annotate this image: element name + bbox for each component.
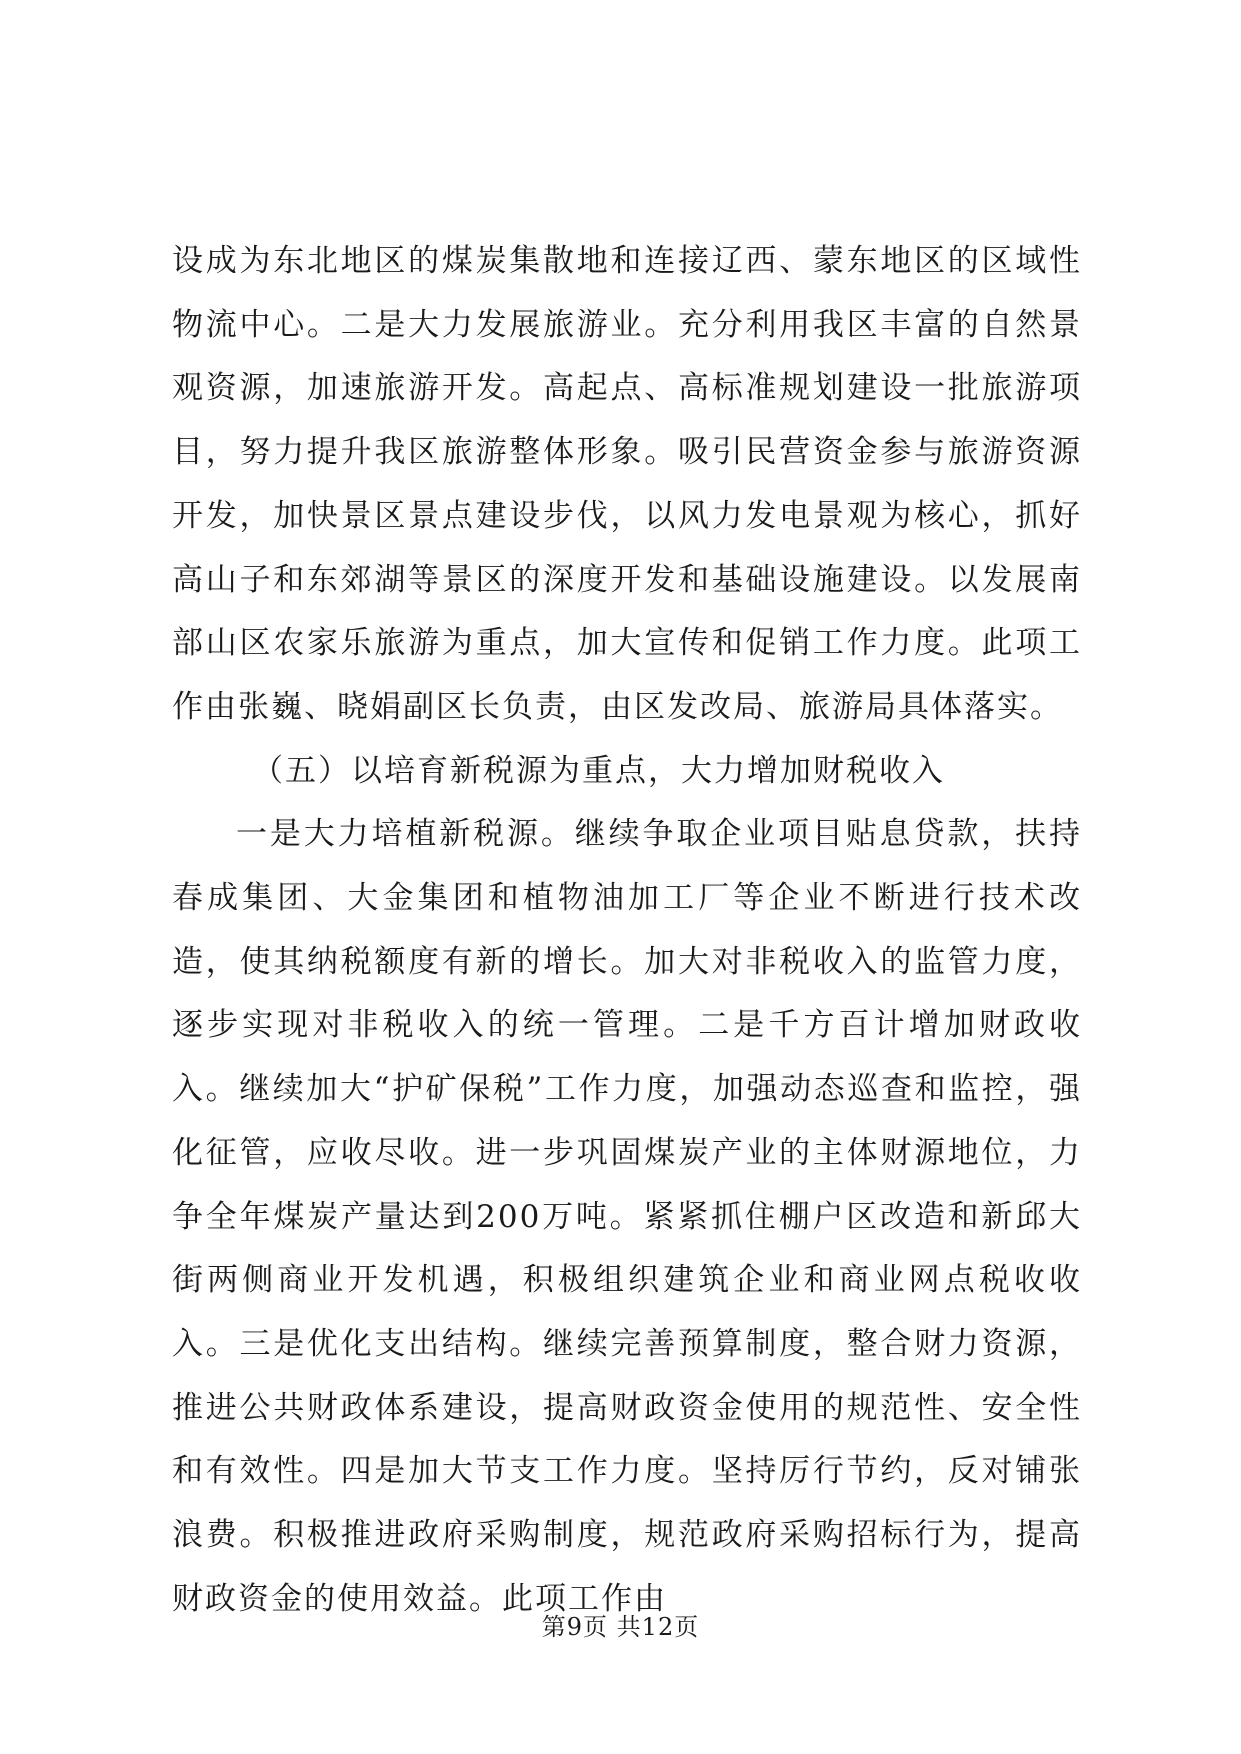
document-body (172, 230, 1082, 1631)
paragraph-tax-sources: 一是大力培植新税源。继续争取企业项目贴息贷款，扶持春成集团、大金集团和植物油加工厂等企业不断进行技术改造，使其纳税额度有新的增长。加大对非税收入的监管力度，逐步实现对非税收入的统一管理。二是千方百计增加财政收入。继续加大“护矿保税”工作力度，加强动态巡查和监控，强化征管，应收尽收。进一步巩固煤炭产业的主体财源地位，力争全年煤炭产量达到200万吨。紧紧抓住棚户区改造和新邱大街两侧商业开发机遇，积极组织建筑企业和商业网点税收收入。三是优化支出结构。继续完善预算制度，整合财力资源，推进公共财政体系建设，提高财政资金使用的规范性、安全性和有效性。四是加大节支工作力度。坚持厉行节约，反对铺张浪费。积极推进政府采购制度，规范政府采购招标行为，提高财政资金的使用效益。此项工作由 (172, 816, 1082, 1617)
section-heading: （五）以培育新税源为重点，大力增加财税收入 (252, 752, 945, 789)
paragraph-continued: 设成为东北地区的煤炭集散地和连接辽西、蒙东地区的区域性物流中心。二是大力发展旅游业。充分利用我区丰富的自然景观资源，加速旅游开发。高起点、高标准规划建设一批旅游项目，努力提升我区旅游整体形象。吸引民营资金参与旅游资源开发，加快景区景点建设步伐，以风力发电景观为核心，抓好高山子和东郊湖等景区的深度开发和基础设施建设。以发展南部山区农家乐旅游为重点，加大宣传和促销工作力度。此项工作由张巍、晓娟副区长负责，由区发改局、旅游局具体落实。 (172, 243, 1082, 725)
page-number-footer: 第9页 共12页 (541, 1613, 700, 1641)
